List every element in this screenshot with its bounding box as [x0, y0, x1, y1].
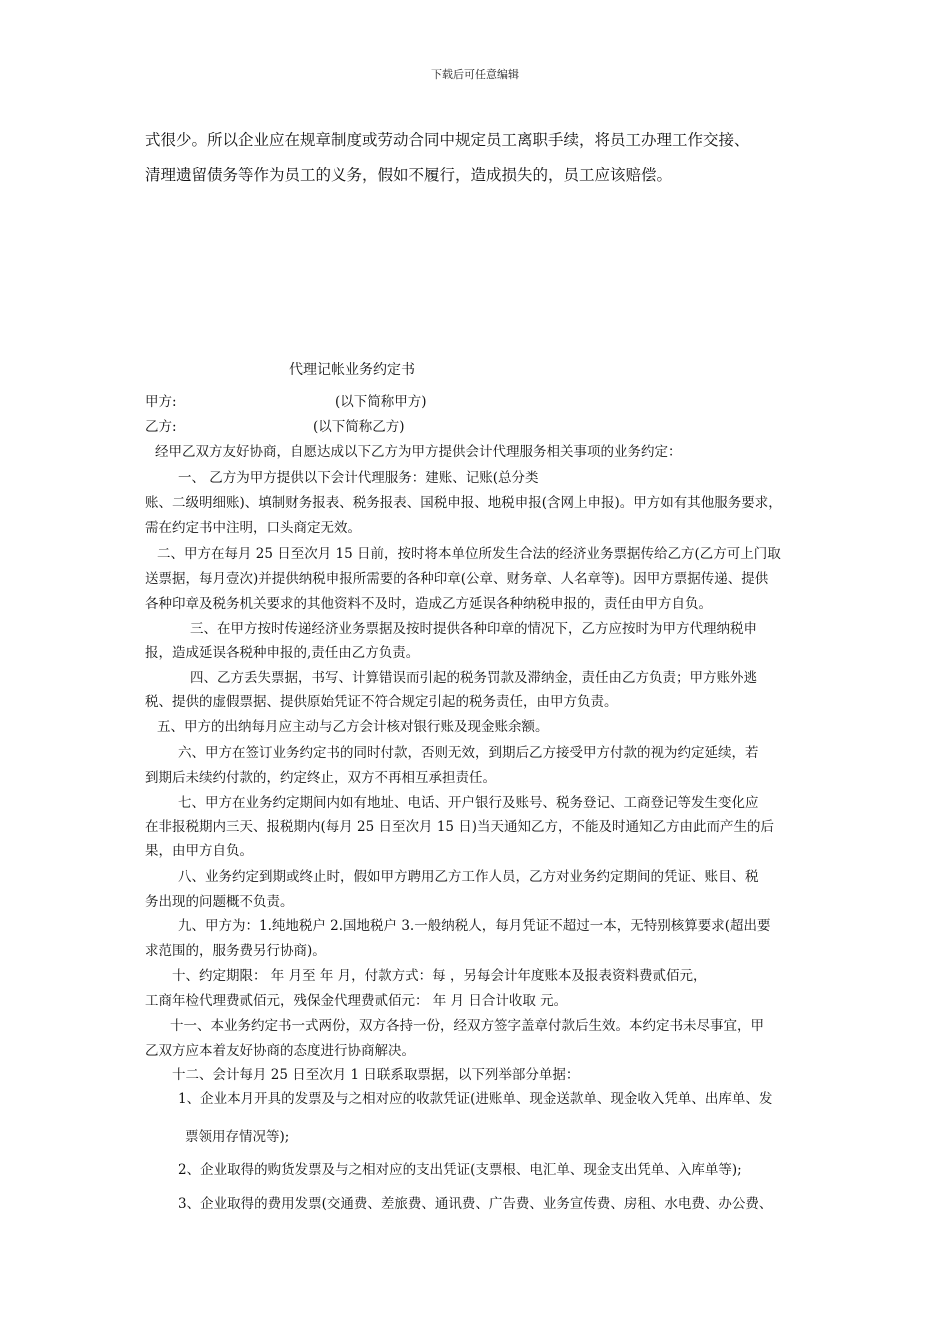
intro-line: 清理遗留债务等作为员工的义务，假如不履行，造成损失的，员工应该赔偿。 — [145, 166, 673, 184]
party-b-label: 乙方: — [145, 419, 177, 435]
contract-line: 1、企业本月开具的发票及与之相对应的收款凭证(进账单、现金送款单、现金收入凭单、出库单、发 — [178, 1091, 773, 1107]
contract-line: 送票据，每月壹次)并提供纳税申报所需要的各种印章(公章、财务章、人名章等)。因甲方票据传递、提供 — [145, 571, 769, 587]
contract-line: 到期后未续约付款的，约定终止，双方不再相互承担责任。 — [145, 770, 496, 786]
contract-line: 四、乙方丢失票据，书写、计算错误而引起的税务罚款及滞纳金，责任由乙方负责；甲方账外逃 — [190, 670, 757, 686]
contract-line: 八、业务约定到期或终止时，假如甲方聘用乙方工作人员，乙方对业务约定期间的凭证、账目、税 — [178, 869, 759, 885]
intro-line: 式很少。所以企业应在规章制度或劳动合同中规定员工离职手续，将员工办理工作交接、 — [145, 131, 750, 149]
contract-line: 一、 乙方为甲方提供以下会计代理服务：建账、记账(总分类 — [178, 470, 539, 486]
page-header: 下载后可任意编辑 — [431, 68, 519, 81]
contract-line: 票领用存情况等); — [185, 1129, 290, 1145]
party-a-label: 甲方: — [145, 394, 177, 410]
contract-line: 在非报税期内三天、报税期内(每月 25 日至次月 15 日)当天通知乙方，不能及时通知乙方由此而产生的后 — [145, 819, 775, 835]
contract-line: 求范围的，服务费另行协商)。 — [145, 943, 326, 959]
contract-line: 经甲乙双方友好协商，自愿达成以下乙方为甲方提供会计代理服务相关事项的业务约定： — [155, 444, 682, 460]
party-b-note: (以下简称乙方) — [313, 419, 405, 435]
contract-line: 3、企业取得的费用发票(交通费、差旅费、通讯费、广告费、业务宣传费、房租、水电费、办公费、 — [178, 1196, 773, 1212]
contract-line: 果，由甲方自负。 — [145, 843, 253, 859]
contract-line: 账、二级明细账)、填制财务报表、税务报表、国税申报、地税申报(含网上申报)。甲方如有其他服务要求， — [145, 495, 782, 511]
contract-line: 六、甲方在签订业务约定书的同时付款，否则无效，到期后乙方接受甲方付款的视为约定延续，若 — [178, 745, 759, 761]
contract-line: 九、甲方为：1.纯地税户 2.国地税户 3.一般纳税人，每月凭证不超过一本，无特别核算要求(超出要 — [178, 918, 771, 934]
contract-line: 税、提供的虚假票据、提供原始凭证不符合规定引起的税务责任，由甲方负责。 — [145, 694, 618, 710]
contract-line: 乙双方应本着友好协商的态度进行协商解决。 — [145, 1043, 415, 1059]
contract-line: 需在约定书中注明，口头商定无效。 — [145, 520, 361, 536]
contract-line: 务出现的问题概不负责。 — [145, 894, 294, 910]
contract-line: 十、约定期限： 年 月至 年 月，付款方式：每 ，另每会计年度账本及报表资料费贰佰元， — [172, 968, 707, 984]
contract-title: 代理记帐业务约定书 — [289, 362, 415, 378]
party-a-note: (以下简称甲方) — [335, 394, 427, 410]
contract-line: 五、甲方的出纳每月应主动与乙方会计核对银行账及现金账余额。 — [157, 719, 549, 735]
contract-line: 七、甲方在业务约定期间内如有地址、电话、开户银行及账号、税务登记、工商登记等发生变化应 — [178, 795, 759, 811]
contract-line: 工商年检代理费贰佰元，残保金代理费贰佰元： 年 月 日合计收取 元。 — [145, 993, 568, 1009]
contract-line: 三、在甲方按时传递经济业务票据及按时提供各种印章的情况下，乙方应按时为甲方代理纳税申 — [190, 621, 757, 637]
contract-line: 十一、本业务约定书一式两份，双方各持一份，经双方签字盖章付款后生效。本约定书未尽事宜，甲 — [170, 1018, 764, 1034]
contract-line: 各种印章及税务机关要求的其他资料不及时，造成乙方延误各种纳税申报的，责任由甲方自负。 — [145, 596, 712, 612]
contract-line: 报，造成延误各税种申报的,责任由乙方负责。 — [145, 645, 420, 661]
contract-line: 十二、会计每月 25 日至次月 1 日联系取票据，以下列举部分单据： — [172, 1067, 580, 1083]
contract-line: 二、甲方在每月 25 日至次月 15 日前，按时将本单位所发生合法的经济业务票据传给乙方(乙方可上门取 — [157, 546, 781, 562]
contract-line: 2、企业取得的购货发票及与之相对应的支出凭证(支票根、电汇单、现金支出凭单、入库单等); — [178, 1162, 742, 1178]
